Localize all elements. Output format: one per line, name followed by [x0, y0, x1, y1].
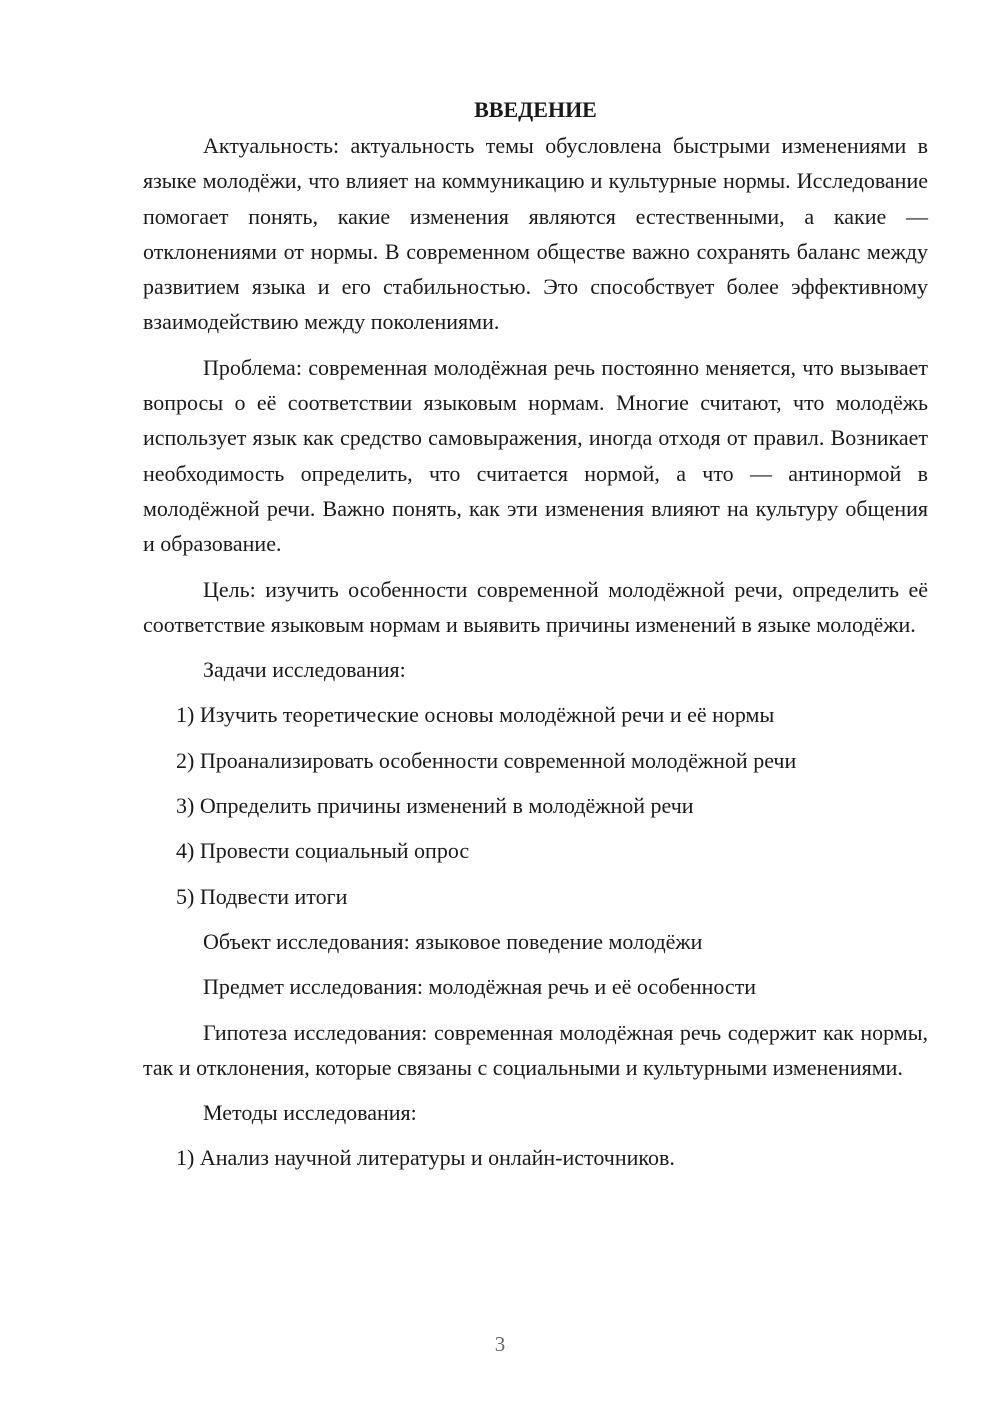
method-item: 1) Анализ научной литературы и онлайн-источников. — [176, 1145, 675, 1171]
tasks-list — [143, 697, 928, 913]
task-item: 4) Провести социальный опрос — [176, 838, 470, 864]
relevance-paragraph: Актуальность: актуальность темы обусловлена быстрыми изменениями в языке молодёжи, что влияет на коммуникацию и культурные нормы. Исследование помогает понять, какие изменения являются естественными, а какие — отклонениями от нормы. В современном обществе важно сохранять баланс между развитием языка и его стабильностью. Это способствует более эффективному взаимодействию между поколениями. — [143, 133, 928, 335]
task-item: 5) Подвести итоги — [176, 883, 348, 909]
object-line: Объект исследования: языковое поведение молодёжи — [203, 928, 703, 954]
methods-heading: Методы исследования: — [203, 1100, 417, 1126]
task-item: 2) Проанализировать особенности современной молодёжной речи — [176, 747, 797, 773]
document-page — [143, 92, 928, 1186]
subject-line: Предмет исследования: молодёжная речь и её особенности — [203, 974, 757, 1000]
goal-paragraph: Цель: изучить особенности современной молодёжной речи, определить её соответствие языковым нормам и выявить причины изменений в языке молодёжи. — [143, 576, 928, 637]
problem-paragraph: Проблема: современная молодёжная речь постоянно меняется, что вызывает вопросы о её соответствии языковым нормам. Многие считают, что молодёжь использует язык как средство самовыражения, иногда отходя от правил. Возникает необходимость определить, что считается нормой, а что — антинормой в молодёжной речи. Важно понять, как эти изменения влияют на культуру общения и образование. — [143, 354, 928, 557]
methods-list — [143, 1140, 928, 1175]
page-number: 3 — [494, 1332, 506, 1356]
task-item: 3) Определить причины изменений в молодёжной речи — [176, 793, 694, 819]
task-item: 1) Изучить теоретические основы молодёжной речи и её нормы — [176, 702, 775, 728]
section-title: ВВЕДЕНИЕ — [474, 97, 597, 122]
hypothesis-paragraph: Гипотеза исследования: современная молодёжная речь содержит как нормы, так и отклонения, которые связаны с социальными и культурными изменениями. — [143, 1019, 928, 1080]
tasks-heading: Задачи исследования: — [203, 657, 406, 683]
